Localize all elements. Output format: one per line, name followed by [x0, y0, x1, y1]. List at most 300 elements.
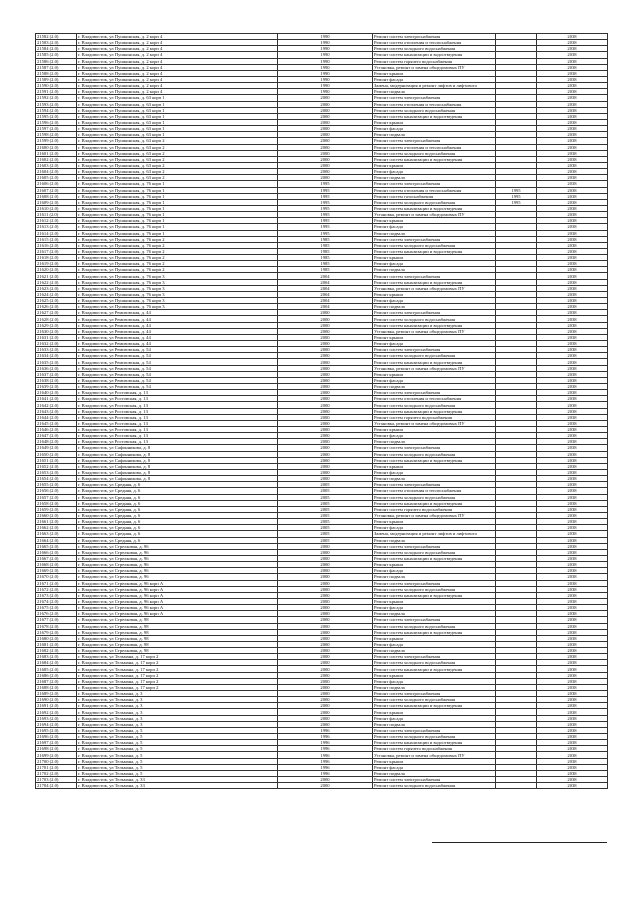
cell-plan-year: 2038 — [537, 408, 608, 414]
cell-id: 21601 (2.0) — [36, 150, 77, 156]
cell-plan-year: 2038 — [537, 334, 608, 340]
cell-work-type: Ремонт систем канализации и водоотведения — [373, 113, 496, 119]
cell-plan-year: 2038 — [537, 248, 608, 254]
cell-id: 21639 (2.0) — [36, 384, 77, 390]
cell-address: г. Владивосток, ул Пушкинская, д. 76 корп 2 — [77, 255, 278, 261]
cell-plan-year: 2038 — [537, 402, 608, 408]
cell-id: 21658 (2.0) — [36, 500, 77, 506]
cell-work-type: Ремонт систем холодного водоснабжения — [373, 697, 496, 703]
cell-id: 21587 (2.0) — [36, 64, 77, 70]
cell-address: г. Владивосток, ул Средняя, д. 6 — [77, 512, 278, 518]
cell-id: 21656 (2.0) — [36, 488, 77, 494]
cell-plan-year: 2038 — [537, 709, 608, 715]
cell-id: 21651 (2.0) — [36, 457, 77, 463]
cell-plan-year: 2038 — [537, 34, 608, 40]
cell-address: г. Владивосток, ул Ремизовская, д. 54 — [77, 353, 278, 359]
cell-address: г. Владивосток, ул Тельмана, д. 3 — [77, 709, 278, 715]
cell-year: 2004 — [278, 291, 373, 297]
cell-id: 21696 (2.0) — [36, 734, 77, 740]
bottom-rule — [432, 842, 607, 843]
cell-plan-year: 2038 — [537, 512, 608, 518]
cell-id: 21653 (2.0) — [36, 469, 77, 475]
cell-work-type: Ремонт фасада — [373, 641, 496, 647]
cell-year: 1990 — [278, 70, 373, 76]
cell-id: 21690 (2.0) — [36, 697, 77, 703]
cell-address: г. Владивосток, ул Ростовская, д. 13 — [77, 390, 278, 396]
cell-address: г. Владивосток, ул Тельмана, д. 5 — [77, 727, 278, 733]
cell-work-type: Ремонт систем электроснабжения — [373, 445, 496, 451]
cell-address: г. Владивосток, ул Стрелковая, д. 96 — [77, 543, 278, 549]
cell-id: 21668 (2.0) — [36, 562, 77, 568]
cell-plan-year: 2038 — [537, 568, 608, 574]
cell-id: 21652 (2.0) — [36, 463, 77, 469]
cell-address: г. Владивосток, ул Средняя, д. 6 — [77, 519, 278, 525]
cell-id: 21693 (2.0) — [36, 715, 77, 721]
cell-plan-year: 2038 — [537, 715, 608, 721]
cell-plan-year: 2038 — [537, 482, 608, 488]
cell-work-type: Установка, ремонт и замена общедомовых ПУ — [373, 420, 496, 426]
cell-work-type: Ремонт систем отопления и теплоснабжения — [373, 187, 496, 193]
cell-year: 2000 — [278, 150, 373, 156]
cell-id: 21657 (2.0) — [36, 494, 77, 500]
cell-address: г. Владивосток, ул Пушкинская, д. 2 корп 4 — [77, 83, 278, 89]
cell-work-type: Ремонт систем электроснабжения — [373, 580, 496, 586]
cell-year: 2000 — [278, 359, 373, 365]
cell-address: г. Владивосток, ул Ростовская, д. 13 — [77, 408, 278, 414]
cell-plan-year: 2038 — [537, 463, 608, 469]
cell-address: г. Владивосток, ул Тельмана, д. 5 — [77, 770, 278, 776]
cell-address: г. Владивосток, ул Ремизовская, д. 54 — [77, 365, 278, 371]
cell-year: 2000 — [278, 715, 373, 721]
cell-work-type: Ремонт систем отопления и теплоснабжения — [373, 396, 496, 402]
cell-work-type: Ремонт систем канализации и водоотведения — [373, 322, 496, 328]
cell-plan-year: 2038 — [537, 58, 608, 64]
cell-plan-year: 2038 — [537, 574, 608, 580]
cell-id: 21620 (2.0) — [36, 267, 77, 273]
cell-year: 2005 — [278, 512, 373, 518]
cell-year: 2000 — [278, 568, 373, 574]
cell-plan-year: 2038 — [537, 156, 608, 162]
cell-plan-year: 2038 — [537, 506, 608, 512]
cell-extra-year: 1995 — [496, 193, 537, 199]
cell-year: 2000 — [278, 322, 373, 328]
cell-work-type: Ремонт систем холодного водоснабжения — [373, 660, 496, 666]
cell-year: 2004 — [278, 279, 373, 285]
cell-work-type: Ремонт систем холодного водоснабжения — [373, 199, 496, 205]
cell-year: 1985 — [278, 242, 373, 248]
cell-id: 21674 (2.0) — [36, 598, 77, 604]
cell-id: 21599 (2.0) — [36, 138, 77, 144]
cell-year: 2000 — [278, 439, 373, 445]
cell-address: г. Владивосток, ул Пушкинская, д. 63 корп 2 — [77, 156, 278, 162]
cell-work-type: Ремонт фасада — [373, 764, 496, 770]
cell-year: 2000 — [278, 427, 373, 433]
cell-id: 21642 (2.0) — [36, 402, 77, 408]
cell-plan-year: 2038 — [537, 205, 608, 211]
cell-work-type: Ремонт фасада — [373, 377, 496, 383]
cell-id: 21595 (2.0) — [36, 113, 77, 119]
cell-id: 21586 (2.0) — [36, 58, 77, 64]
cell-id: 21613 (2.0) — [36, 224, 77, 230]
cell-year: 2000 — [278, 316, 373, 322]
cell-id: 21662 (2.0) — [36, 525, 77, 531]
cell-id: 21685 (2.0) — [36, 666, 77, 672]
cell-plan-year: 2038 — [537, 427, 608, 433]
cell-address: г. Владивосток, ул Средняя, д. 6 — [77, 488, 278, 494]
cell-address: г. Владивосток, ул Сафонникова, д. 8 — [77, 445, 278, 451]
cell-work-type: Ремонт крыши — [373, 672, 496, 678]
cell-work-type: Ремонт систем электроснабжения — [373, 691, 496, 697]
cell-work-type: Ремонт крыши — [373, 255, 496, 261]
cell-id: 21638 (2.0) — [36, 377, 77, 383]
cell-year: 2000 — [278, 592, 373, 598]
cell-work-type: Ремонт подвала — [373, 175, 496, 181]
cell-id: 21596 (2.0) — [36, 119, 77, 125]
cell-address: г. Владивосток, ул Ремизовская, д. 54 — [77, 377, 278, 383]
cell-year: 1995 — [278, 205, 373, 211]
cell-year: 2000 — [278, 555, 373, 561]
cell-plan-year: 2038 — [537, 727, 608, 733]
cell-address: г. Владивосток, ул Пушкинская, д. 76 корп 2 — [77, 248, 278, 254]
cell-id: 21605 (2.0) — [36, 175, 77, 181]
cell-id: 21684 (2.0) — [36, 660, 77, 666]
cell-year: 1996 — [278, 740, 373, 746]
cell-address: г. Владивосток, ул Пушкинская, д. 2 корп 4 — [77, 70, 278, 76]
cell-address: г. Владивосток, ул Ремизовская, д. 44 — [77, 334, 278, 340]
cell-year: 2000 — [278, 703, 373, 709]
cell-year: 2000 — [278, 95, 373, 101]
cell-work-type: Ремонт фасада — [373, 341, 496, 347]
cell-plan-year: 2038 — [537, 697, 608, 703]
cell-year: 2000 — [278, 783, 373, 789]
cell-address: г. Владивосток, ул Тельмана, д. 17 корп 2 — [77, 684, 278, 690]
cell-id: 21683 (2.0) — [36, 654, 77, 660]
cell-year: 2000 — [278, 402, 373, 408]
cell-year: 1985 — [278, 255, 373, 261]
cell-id: 21590 (2.0) — [36, 83, 77, 89]
cell-year: 2000 — [278, 390, 373, 396]
cell-plan-year: 2038 — [537, 83, 608, 89]
cell-work-type: Ремонт систем отопления и теплоснабжения — [373, 101, 496, 107]
cell-work-type: Ремонт систем отопления и теплоснабжения — [373, 488, 496, 494]
cell-plan-year: 2038 — [537, 721, 608, 727]
cell-plan-year: 2038 — [537, 666, 608, 672]
cell-plan-year: 2038 — [537, 310, 608, 316]
cell-plan-year: 2038 — [537, 433, 608, 439]
cell-year: 2000 — [278, 384, 373, 390]
cell-work-type: Ремонт систем канализации и водоотведения — [373, 666, 496, 672]
cell-work-type: Ремонт систем электроснабжения — [373, 617, 496, 623]
cell-address: г. Владивосток, ул Стрелковая, д. 98 — [77, 641, 278, 647]
cell-year: 2000 — [278, 162, 373, 168]
cell-year: 2000 — [278, 169, 373, 175]
cell-id: 21634 (2.0) — [36, 353, 77, 359]
cell-plan-year: 2038 — [537, 359, 608, 365]
cell-address: г. Владивосток, ул Стрелковая, д. 96 — [77, 549, 278, 555]
cell-id: 21702 (2.0) — [36, 770, 77, 776]
cell-work-type: Ремонт систем канализации и водоотведения — [373, 592, 496, 598]
cell-year: 2000 — [278, 777, 373, 783]
cell-address: г. Владивосток, ул Стрелковая, д. 96 — [77, 562, 278, 568]
cell-work-type: Установка, ремонт и замена общедомовых ПУ — [373, 328, 496, 334]
cell-address: г. Владивосток, ул Сафонникова, д. 8 — [77, 469, 278, 475]
cell-year: 2000 — [278, 341, 373, 347]
cell-year: 2005 — [278, 537, 373, 543]
cell-plan-year: 2038 — [537, 144, 608, 150]
cell-address: г. Владивосток, ул Пушкинская, д. 76 корп 2 — [77, 236, 278, 242]
cell-year: 2000 — [278, 377, 373, 383]
cell-plan-year: 2038 — [537, 746, 608, 752]
cell-work-type: Ремонт подвала — [373, 384, 496, 390]
cell-year: 2000 — [278, 138, 373, 144]
cell-work-type: Ремонт систем холодного водоснабжения — [373, 402, 496, 408]
cell-id: 21647 (2.0) — [36, 433, 77, 439]
cell-year: 2004 — [278, 298, 373, 304]
cell-work-type: Ремонт подвала — [373, 611, 496, 617]
cell-address: г. Владивосток, ул Пушкинская, д. 63 корп 2 — [77, 138, 278, 144]
cell-address: г. Владивосток, ул Пушкинская, д. 2 корп 4 — [77, 52, 278, 58]
cell-id: 21604 (2.0) — [36, 169, 77, 175]
cell-address: г. Владивосток, ул Стрелковая, д. 98 — [77, 623, 278, 629]
cell-year: 1996 — [278, 770, 373, 776]
cell-work-type: Ремонт систем канализации и водоотведения — [373, 279, 496, 285]
cell-year: 2005 — [278, 482, 373, 488]
cell-id: 21699 (2.0) — [36, 752, 77, 758]
cell-id: 21672 (2.0) — [36, 586, 77, 592]
cell-plan-year: 2038 — [537, 377, 608, 383]
cell-address: г. Владивосток, ул Тельмана, д. 17 корп 2 — [77, 654, 278, 660]
cell-id: 21626 (2.0) — [36, 304, 77, 310]
cell-plan-year: 2038 — [537, 500, 608, 506]
cell-plan-year: 2038 — [537, 95, 608, 101]
cell-work-type: Ремонт систем электроснабжения — [373, 347, 496, 353]
cell-address: г. Владивосток, ул Пушкинская, д. 63 корп 1 — [77, 119, 278, 125]
cell-extra-year — [496, 783, 537, 789]
cell-id: 21589 (2.0) — [36, 76, 77, 82]
cell-year: 2000 — [278, 635, 373, 641]
cell-work-type: Ремонт систем канализации и водоотведения — [373, 156, 496, 162]
cell-work-type: Ремонт систем холодного водоснабжения — [373, 316, 496, 322]
cell-plan-year: 2038 — [537, 255, 608, 261]
cell-plan-year: 2038 — [537, 304, 608, 310]
cell-address: г. Владивосток, ул Пушкинская, д. 76 корп 3 — [77, 298, 278, 304]
cell-plan-year: 2038 — [537, 101, 608, 107]
cell-plan-year: 2038 — [537, 783, 608, 789]
cell-plan-year: 2038 — [537, 328, 608, 334]
cell-address: г. Владивосток, ул Ремизовская, д. 54 — [77, 359, 278, 365]
cell-year: 2000 — [278, 119, 373, 125]
cell-address: г. Владивосток, ул Пушкинская, д. 76 корп 1 — [77, 193, 278, 199]
cell-work-type: Ремонт крыши — [373, 463, 496, 469]
cell-work-type: Ремонт крыши — [373, 119, 496, 125]
cell-address: г. Владивосток, ул Стрелковая, д. 98 — [77, 635, 278, 641]
cell-work-type: Ремонт подвала — [373, 439, 496, 445]
cell-id: 21607 (2.0) — [36, 187, 77, 193]
cell-id: 21643 (2.0) — [36, 408, 77, 414]
cell-address: г. Владивосток, ул Тельмана, д. 5 — [77, 758, 278, 764]
cell-work-type: Ремонт фасада — [373, 126, 496, 132]
cell-id: 21621 (2.0) — [36, 273, 77, 279]
cell-plan-year: 2038 — [537, 279, 608, 285]
cell-year: 2000 — [278, 365, 373, 371]
cell-address: г. Владивосток, ул Тельмана, д. 33 — [77, 783, 278, 789]
cell-work-type: Ремонт систем холодного водоснабжения — [373, 353, 496, 359]
cell-year: 2004 — [278, 273, 373, 279]
cell-id: 21688 (2.0) — [36, 684, 77, 690]
cell-id: 21618 (2.0) — [36, 255, 77, 261]
cell-work-type: Установка, ремонт и замена общедомовых ПУ — [373, 64, 496, 70]
cell-address: г. Владивосток, ул Пушкинская, д. 63 корп 2 — [77, 162, 278, 168]
cell-work-type: Ремонт фасада — [373, 224, 496, 230]
cell-id: 21593 (2.0) — [36, 101, 77, 107]
cell-year: 1985 — [278, 261, 373, 267]
cell-year: 2000 — [278, 328, 373, 334]
cell-year: 2000 — [278, 132, 373, 138]
cell-plan-year: 2038 — [537, 494, 608, 500]
cell-year: 1985 — [278, 267, 373, 273]
cell-address: г. Владивосток, ул Пушкинская, д. 63 корп 2 — [77, 175, 278, 181]
cell-work-type: Ремонт систем канализации и водоотведения — [373, 248, 496, 254]
cell-id: 21633 (2.0) — [36, 347, 77, 353]
cell-plan-year: 2038 — [537, 371, 608, 377]
cell-work-type: Ремонт систем канализации и водоотведения — [373, 500, 496, 506]
cell-id: 21640 (2.0) — [36, 390, 77, 396]
cell-address: г. Владивосток, ул Пушкинская, д. 76 корп 1 — [77, 224, 278, 230]
cell-plan-year: 2038 — [537, 691, 608, 697]
cell-address: г. Владивосток, ул Ремизовская, д. 44 — [77, 328, 278, 334]
cell-id: 21611 (2.0) — [36, 212, 77, 218]
cell-id: 21635 (2.0) — [36, 359, 77, 365]
cell-work-type: Ремонт подвала — [373, 304, 496, 310]
cell-id: 21622 (2.0) — [36, 279, 77, 285]
cell-address: г. Владивосток, ул Ремизовская, д. 44 — [77, 322, 278, 328]
cell-address: г. Владивосток, ул Пушкинская, д. 2 корп 4 — [77, 64, 278, 70]
cell-work-type: Ремонт систем электроснабжения — [373, 273, 496, 279]
cell-year: 2000 — [278, 107, 373, 113]
cell-work-type: Ремонт фасада — [373, 298, 496, 304]
cell-year: 2005 — [278, 500, 373, 506]
cell-plan-year: 2038 — [537, 390, 608, 396]
cell-address: г. Владивосток, ул Тельмана, д. 3 — [77, 703, 278, 709]
cell-work-type: Установка, ремонт и замена общедомовых ПУ — [373, 752, 496, 758]
cell-work-type: Ремонт систем электроснабжения — [373, 310, 496, 316]
cell-year: 2000 — [278, 660, 373, 666]
cell-plan-year: 2038 — [537, 322, 608, 328]
cell-year: 2000 — [278, 543, 373, 549]
cell-year: 2000 — [278, 457, 373, 463]
cell-year: 1990 — [278, 58, 373, 64]
cell-address: г. Владивосток, ул Пушкинская, д. 63 корп 1 — [77, 101, 278, 107]
cell-address: г. Владивосток, ул Пушкинская, д. 76 корп 2 — [77, 261, 278, 267]
cell-plan-year: 2038 — [537, 672, 608, 678]
cell-year: 1996 — [278, 752, 373, 758]
cell-id: 21627 (2.0) — [36, 310, 77, 316]
cell-work-type: Ремонт крыши — [373, 291, 496, 297]
cell-address: г. Владивосток, ул Стрелковая, д. 98 — [77, 629, 278, 635]
cell-work-type: Ремонт подвала — [373, 476, 496, 482]
cell-plan-year: 2038 — [537, 777, 608, 783]
cell-address: г. Владивосток, ул Пушкинская, д. 76 корп 3 — [77, 304, 278, 310]
cell-plan-year: 2038 — [537, 740, 608, 746]
cell-id: 21648 (2.0) — [36, 439, 77, 445]
cell-year: 2005 — [278, 519, 373, 525]
cell-plan-year: 2038 — [537, 347, 608, 353]
cell-work-type: Ремонт систем электроснабжения — [373, 236, 496, 242]
cell-year: 2000 — [278, 371, 373, 377]
cell-plan-year: 2038 — [537, 469, 608, 475]
cell-id: 21667 (2.0) — [36, 555, 77, 561]
cell-plan-year: 2038 — [537, 298, 608, 304]
cell-plan-year: 2038 — [537, 420, 608, 426]
cell-address: г. Владивосток, ул Ростовская, д. 13 — [77, 420, 278, 426]
cell-year: 1985 — [278, 248, 373, 254]
cell-year: 2000 — [278, 175, 373, 181]
cell-plan-year: 2038 — [537, 635, 608, 641]
cell-year: 2000 — [278, 617, 373, 623]
cell-address: г. Владивосток, ул Ремизовская, д. 44 — [77, 310, 278, 316]
cell-id: 21687 (2.0) — [36, 678, 77, 684]
cell-id: 21644 (2.0) — [36, 414, 77, 420]
cell-id: 21588 (2.0) — [36, 70, 77, 76]
cell-id: 21649 (2.0) — [36, 445, 77, 451]
cell-address: г. Владивосток, ул Тельмана, д. 33 — [77, 777, 278, 783]
cell-address: г. Владивосток, ул Средняя, д. 6 — [77, 531, 278, 537]
cell-address: г. Владивосток, ул Сафонникова, д. 8 — [77, 476, 278, 482]
cell-address: г. Владивосток, ул Стрелковая, д. 98 — [77, 648, 278, 654]
cell-plan-year: 2038 — [537, 187, 608, 193]
cell-plan-year: 2038 — [537, 586, 608, 592]
cell-id: 21689 (2.0) — [36, 691, 77, 697]
cell-address: г. Владивосток, ул Тельмана, д. 5 — [77, 764, 278, 770]
cell-plan-year: 2038 — [537, 199, 608, 205]
cell-plan-year: 2038 — [537, 758, 608, 764]
cell-id: 21616 (2.0) — [36, 242, 77, 248]
cell-year: 1995 — [278, 193, 373, 199]
cell-plan-year: 2038 — [537, 261, 608, 267]
cell-year: 2000 — [278, 580, 373, 586]
cell-id: 21614 (2.0) — [36, 230, 77, 236]
cell-id: 21673 (2.0) — [36, 592, 77, 598]
cell-id: 21630 (2.0) — [36, 328, 77, 334]
cell-address: г. Владивосток, ул Тельмана, д. 17 корп 2 — [77, 660, 278, 666]
cell-year: 2000 — [278, 641, 373, 647]
cell-address: г. Владивосток, ул Средняя, д. 6 — [77, 494, 278, 500]
cell-id: 21612 (2.0) — [36, 218, 77, 224]
cell-work-type: Ремонт систем канализации и водоотведения — [373, 359, 496, 365]
cell-id: 21660 (2.0) — [36, 512, 77, 518]
cell-id: 21619 (2.0) — [36, 261, 77, 267]
cell-id: 21615 (2.0) — [36, 236, 77, 242]
cell-address: г. Владивосток, ул Пушкинская, д. 76 корп 3 — [77, 291, 278, 297]
cell-work-type: Установка, ремонт и замена общедомовых ПУ — [373, 512, 496, 518]
cell-year: 2000 — [278, 433, 373, 439]
cell-id: 21654 (2.0) — [36, 476, 77, 482]
cell-plan-year: 2038 — [537, 89, 608, 95]
cell-work-type: Ремонт систем канализации и водоотведения — [373, 205, 496, 211]
cell-id: 21637 (2.0) — [36, 371, 77, 377]
cell-plan-year: 2038 — [537, 212, 608, 218]
cell-address: г. Владивосток, ул Тельмана, д. 5 — [77, 740, 278, 746]
cell-address: г. Владивосток, ул Пушкинская, д. 76 корп 1 — [77, 205, 278, 211]
cell-id: 21600 (2.0) — [36, 144, 77, 150]
cell-plan-year: 2038 — [537, 273, 608, 279]
cell-plan-year: 2038 — [537, 770, 608, 776]
cell-year: 2000 — [278, 469, 373, 475]
cell-id: 21666 (2.0) — [36, 549, 77, 555]
cell-id: 21663 (2.0) — [36, 531, 77, 537]
cell-year: 2000 — [278, 598, 373, 604]
cell-work-type: Ремонт систем электроснабжения — [373, 482, 496, 488]
